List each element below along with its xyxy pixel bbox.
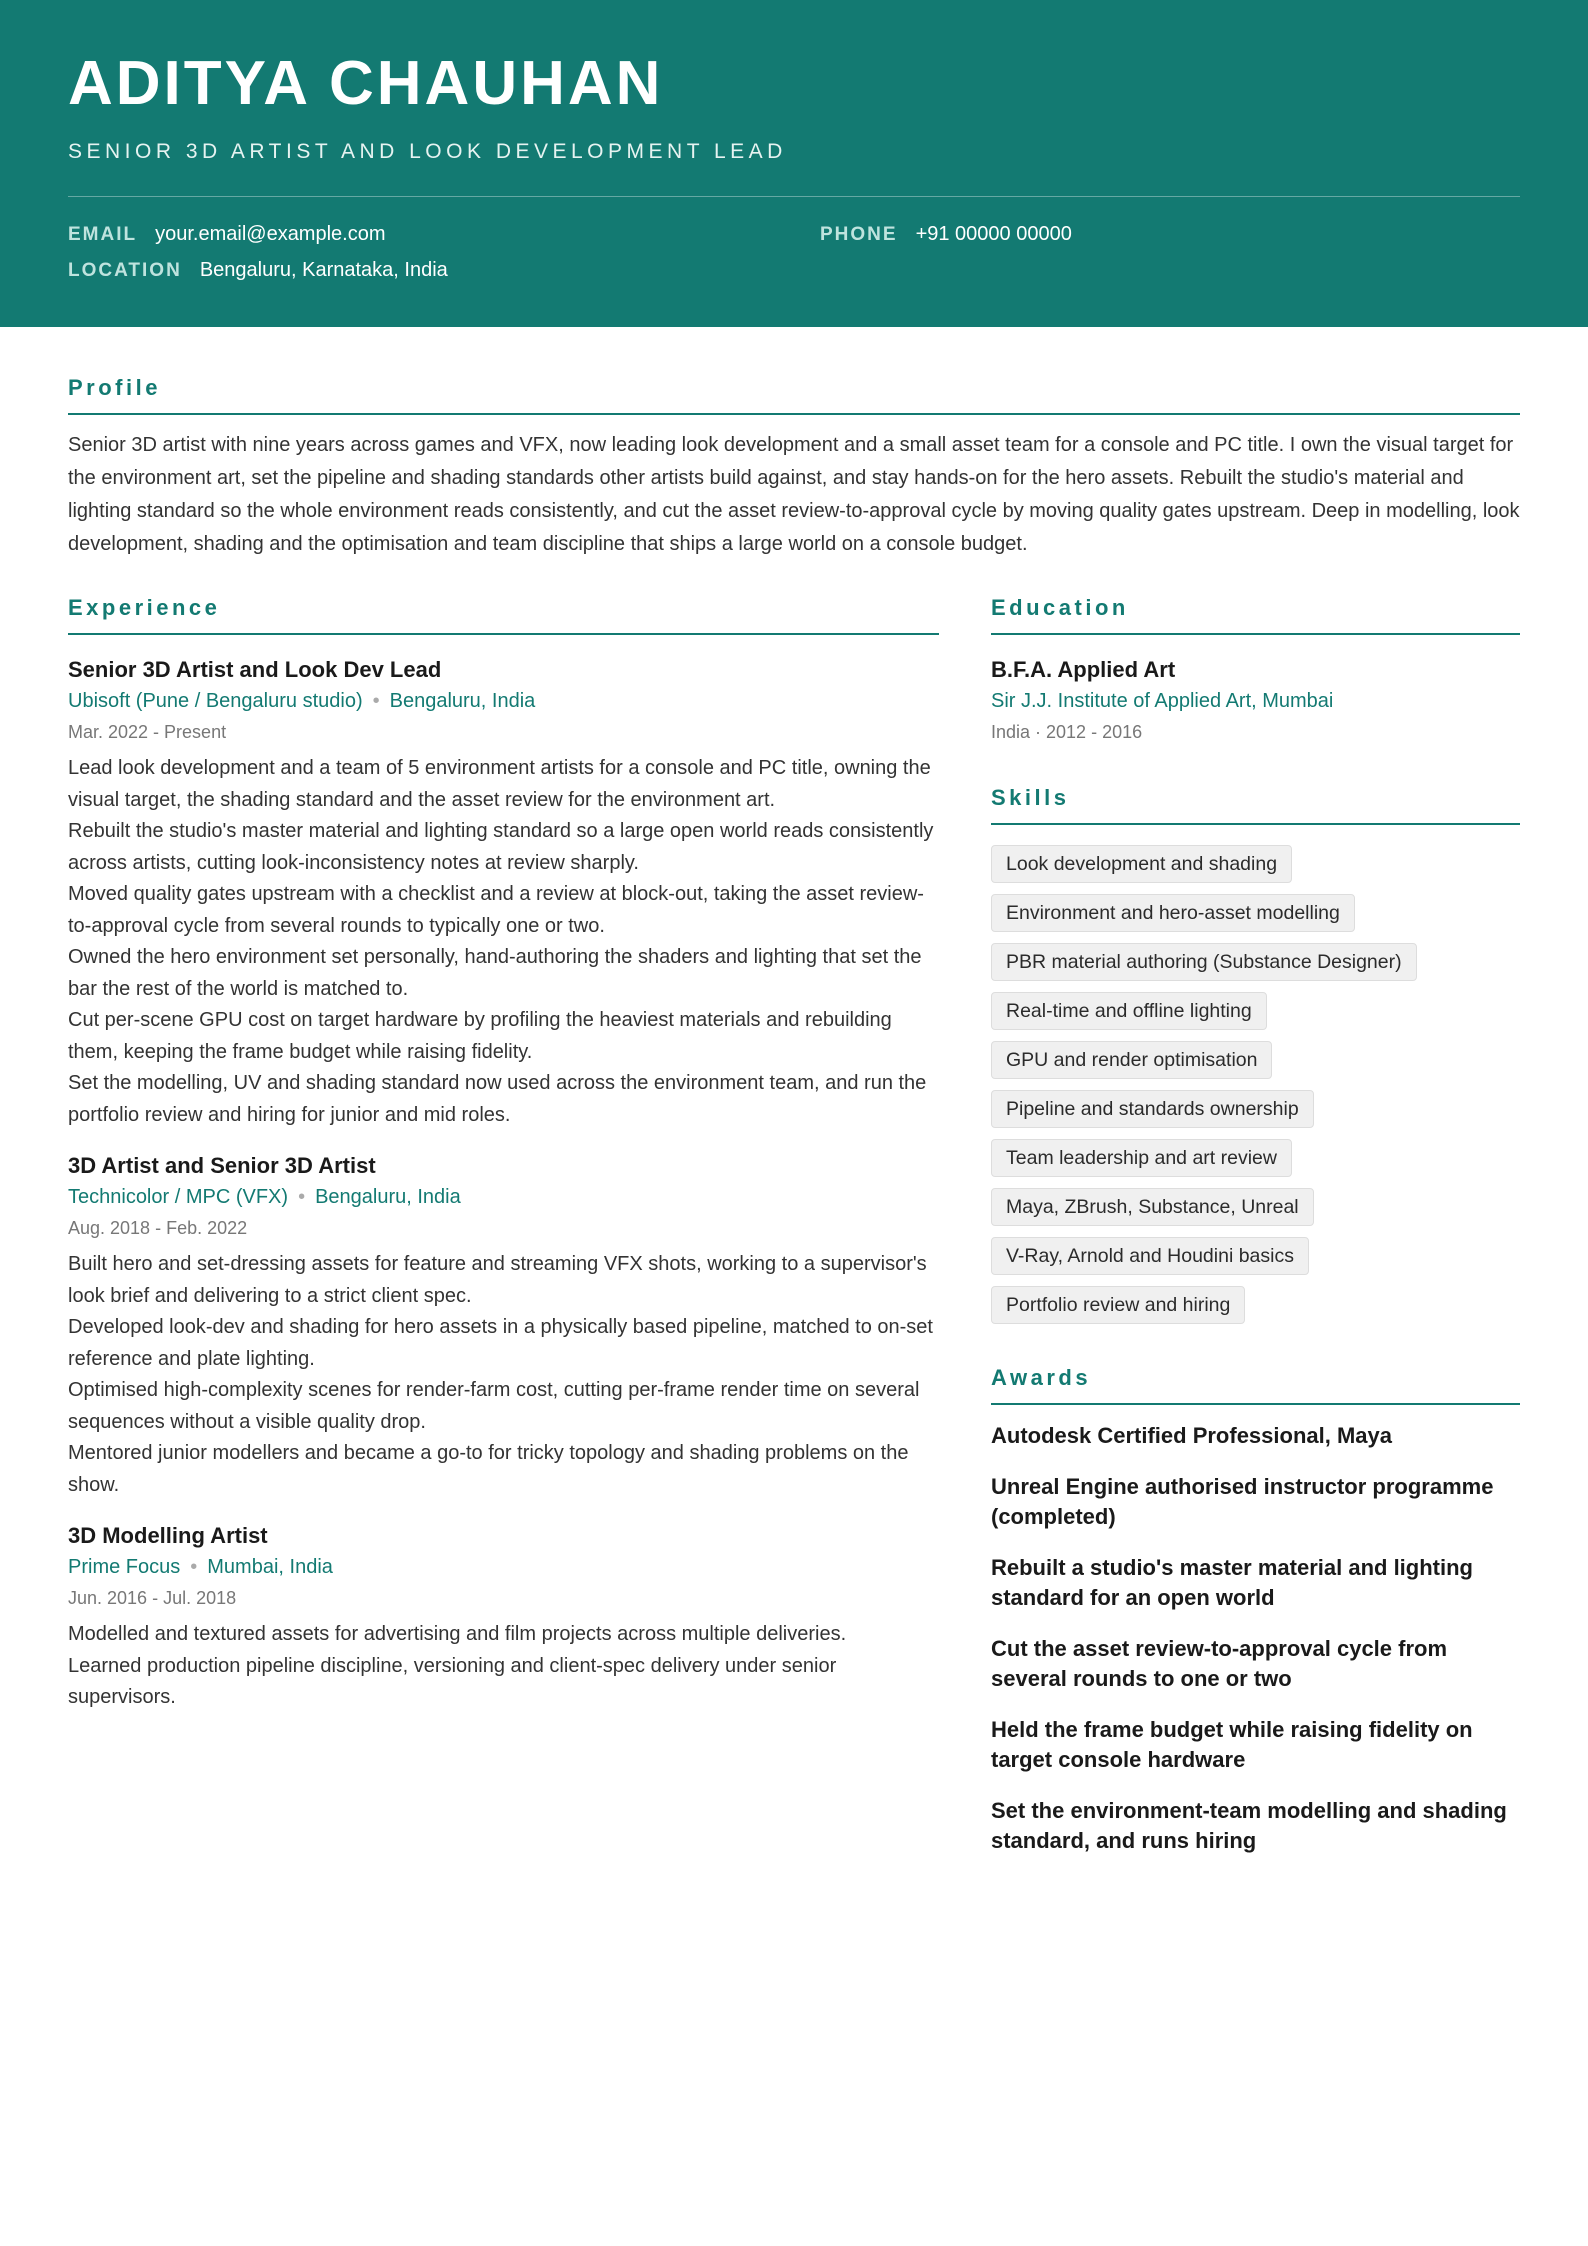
job-bullet: Modelled and textured assets for advertising and film projects across multiple deliveries. <box>68 1623 847 1645</box>
job-title: Senior 3D Artist and Look Dev Lead <box>68 657 442 682</box>
resume-body <box>0 375 1588 1877</box>
contact-location <box>68 259 448 282</box>
skill-tag: Real-time and offline lighting <box>991 992 1267 1030</box>
experience-heading: Experience <box>68 595 939 635</box>
job-company: Prime Focus <box>68 1556 181 1578</box>
skill-row <box>991 943 1520 992</box>
education-entry <box>991 655 1520 747</box>
separator-dot: • <box>190 1556 198 1578</box>
job-entry <box>68 1151 939 1501</box>
contact-email <box>68 223 386 246</box>
skill-row <box>991 1237 1520 1286</box>
contact-info <box>68 223 1520 293</box>
profile-section <box>68 375 1520 561</box>
award-item: Rebuilt a studio's master material and lighting standard for an open world <box>991 1555 1473 1610</box>
job-location: Bengaluru, India <box>315 1186 461 1208</box>
job-bullet: Moved quality gates upstream with a checklist and a review at block-out, taking the asset review-to-approval cycle from several rounds to typically one or two. <box>68 883 924 937</box>
skill-tag: Environment and hero-asset modelling <box>991 894 1355 932</box>
phone-label: PHONE <box>820 224 898 245</box>
candidate-title: SENIOR 3D ARTIST AND LOOK DEVELOPMENT LEAD <box>68 140 787 163</box>
separator-dot: • <box>298 1186 306 1208</box>
skill-tag: Portfolio review and hiring <box>991 1286 1245 1324</box>
award-item: Held the frame budget while raising fidelity on target console hardware <box>991 1717 1473 1772</box>
award-item: Autodesk Certified Professional, Maya <box>991 1423 1392 1448</box>
awards-list <box>991 1421 1520 1856</box>
education-degree: B.F.A. Applied Art <box>991 657 1176 682</box>
location-label: LOCATION <box>68 260 182 281</box>
job-entry <box>68 1521 939 1714</box>
job-bullet: Learned production pipeline discipline, versioning and client-spec delivery under senior supervisors. <box>68 1654 837 1708</box>
separator-dot: • <box>372 690 380 712</box>
job-entry <box>68 655 939 1131</box>
skill-row <box>991 845 1520 894</box>
job-bullet: Rebuilt the studio's master material and lighting standard so a large open world reads consistently across artists, cutting look-inconsistency notes at review sharply. <box>68 820 934 874</box>
job-bullet: Optimised high-complexity scenes for render-farm cost, cutting per-frame render time on several sequences without a visible quality drop. <box>68 1379 920 1433</box>
job-company: Ubisoft (Pune / Bengaluru studio) <box>68 690 363 712</box>
job-meta <box>68 1551 939 1583</box>
job-company: Technicolor / MPC (VFX) <box>68 1186 289 1208</box>
skill-row <box>991 1286 1520 1335</box>
sidebar-column <box>991 595 1520 1877</box>
candidate-name: ADITYA CHAUHAN <box>68 49 664 118</box>
education-heading: Education <box>991 595 1520 635</box>
job-bullet: Built hero and set-dressing assets for feature and streaming VFX shots, working to a supervisor's look brief and delivering to a strict client spec. <box>68 1253 927 1307</box>
profile-text: Senior 3D artist with nine years across games and VFX, now leading look development and a small asset team for a console and PC title. I own the visual target for the environment art, set the pipeline and shading standards other artists build against, and stay hands-on for the hero assets. Rebuilt the studio's material and lighting standard so the whole environment reads consistently, and cut the asset review-to-approval cycle by moving quality gates upstream. Deep in modelling, look development, shading and the optimisation and team discipline that ships a large world on a console budget. <box>68 434 1520 555</box>
skills-list <box>991 845 1520 1335</box>
job-dates: Aug. 2018 - Feb. 2022 <box>68 1218 248 1238</box>
job-bullets <box>68 1619 939 1714</box>
job-list <box>68 655 939 1714</box>
job-dates: Mar. 2022 - Present <box>68 722 227 742</box>
skill-row <box>991 1139 1520 1188</box>
two-column-layout <box>68 595 1520 1877</box>
header-divider <box>68 196 1520 197</box>
job-title: 3D Artist and Senior 3D Artist <box>68 1153 376 1178</box>
job-meta <box>68 685 939 717</box>
job-title: 3D Modelling Artist <box>68 1523 268 1548</box>
email-value[interactable]: your.email@example.com <box>155 223 386 245</box>
skill-tag: GPU and render optimisation <box>991 1041 1272 1079</box>
skill-row <box>991 1041 1520 1090</box>
job-bullet: Mentored junior modellers and became a go-to for tricky topology and shading problems on the show. <box>68 1442 909 1496</box>
skill-row <box>991 992 1520 1041</box>
job-bullet: Owned the hero environment set personally, hand-authoring the shaders and lighting that set the bar the rest of the world is matched to. <box>68 946 922 1000</box>
job-bullet: Developed look-dev and shading for hero assets in a physically based pipeline, matched to on-set reference and plate lighting. <box>68 1316 933 1370</box>
skill-tag: V-Ray, Arnold and Houdini basics <box>991 1237 1309 1275</box>
award-item: Cut the asset review-to-approval cycle from several rounds to one or two <box>991 1636 1448 1691</box>
award-item: Set the environment-team modelling and shading standard, and runs hiring <box>991 1798 1507 1853</box>
job-bullet: Set the modelling, UV and shading standard now used across the environment team, and run the portfolio review and hiring for junior and mid roles. <box>68 1072 927 1126</box>
job-bullets <box>68 753 939 1131</box>
awards-heading: Awards <box>991 1365 1520 1405</box>
job-dates: Jun. 2016 - Jul. 2018 <box>68 1588 237 1608</box>
location-value: Bengaluru, Karnataka, India <box>199 259 448 281</box>
email-label: EMAIL <box>68 224 138 245</box>
job-meta <box>68 1181 939 1213</box>
skill-row <box>991 1188 1520 1237</box>
skill-tag: PBR material authoring (Substance Designer) <box>991 943 1417 981</box>
award-item: Unreal Engine authorised instructor programme (completed) <box>991 1474 1494 1529</box>
education-meta: India · 2012 - 2016 <box>991 722 1143 742</box>
job-bullet: Cut per-scene GPU cost on target hardware by profiling the heaviest materials and rebuilding them, keeping the frame budget while raising fidelity. <box>68 1009 892 1063</box>
job-bullets <box>68 1249 939 1501</box>
skill-tag: Maya, ZBrush, Substance, Unreal <box>991 1188 1314 1226</box>
job-location: Mumbai, India <box>207 1556 333 1578</box>
skills-heading: Skills <box>991 785 1520 825</box>
job-bullet: Lead look development and a team of 5 environment artists for a console and PC title, owning the visual target, the shading standard and the asset review for the environment art. <box>68 757 931 811</box>
phone-value[interactable]: +91 00000 00000 <box>915 223 1072 245</box>
profile-heading: Profile <box>68 375 1520 415</box>
skill-row <box>991 894 1520 943</box>
education-school: Sir J.J. Institute of Applied Art, Mumbai <box>991 690 1334 712</box>
skill-tag: Look development and shading <box>991 845 1292 883</box>
skill-row <box>991 1090 1520 1139</box>
resume-header <box>0 0 1588 327</box>
skill-tag: Team leadership and art review <box>991 1139 1292 1177</box>
job-location: Bengaluru, India <box>389 690 536 712</box>
skill-tag: Pipeline and standards ownership <box>991 1090 1314 1128</box>
contact-phone <box>820 223 1072 246</box>
experience-column <box>68 595 939 1877</box>
